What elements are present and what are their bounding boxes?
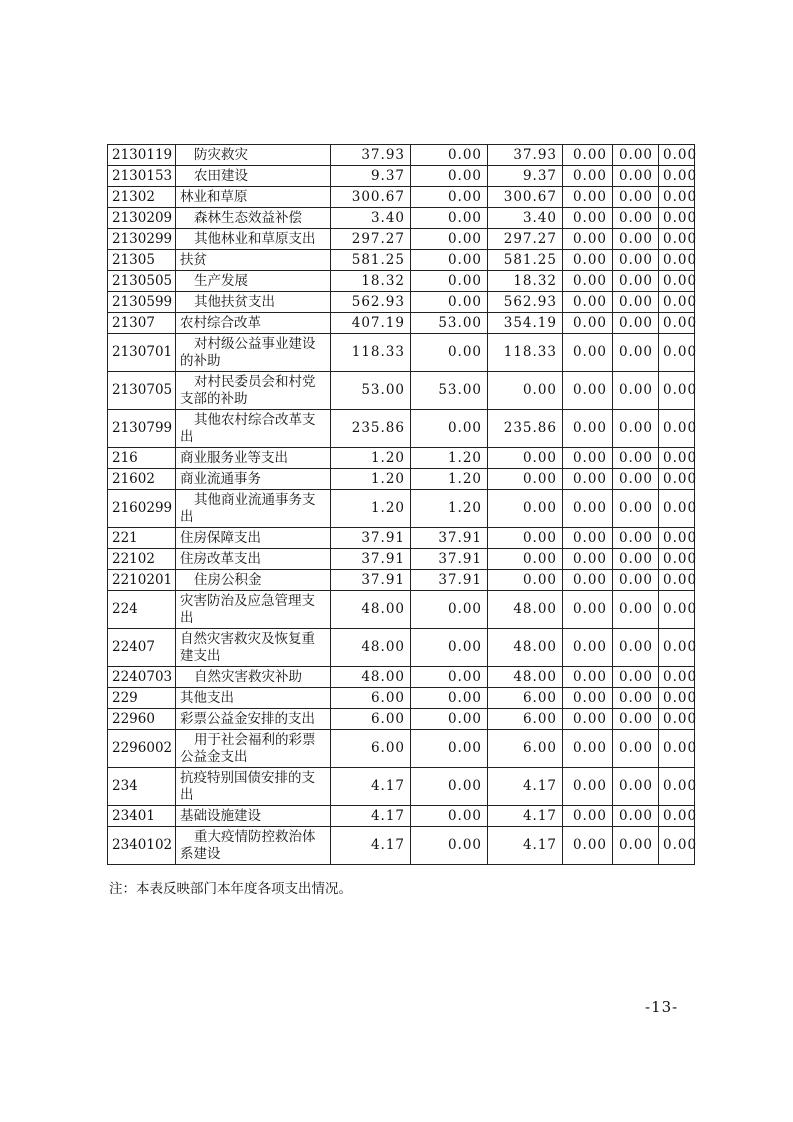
cell-col6: 0.00 — [659, 250, 695, 271]
table-row — [108, 827, 695, 865]
cell-project: 9.37 — [488, 166, 563, 187]
cell-col5: 0.00 — [613, 806, 659, 827]
cell-col4: 0.00 — [563, 490, 613, 528]
table-row — [108, 334, 695, 372]
cell-col4: 0.00 — [563, 208, 613, 229]
table-row — [108, 730, 695, 768]
cell-code: 2130299 — [108, 229, 176, 250]
cell-project: 0.00 — [488, 549, 563, 570]
cell-col4: 0.00 — [563, 768, 613, 806]
cell-basic: 37.91 — [411, 549, 488, 570]
cell-project: 0.00 — [488, 570, 563, 591]
cell-total: 581.25 — [331, 250, 411, 271]
cell-name: 灾害防治及应急管理支出 — [176, 591, 331, 629]
cell-col4: 0.00 — [563, 591, 613, 629]
cell-col6: 0.00 — [659, 372, 695, 410]
cell-name: 其他扶贫支出 — [176, 292, 331, 313]
cell-project: 581.25 — [488, 250, 563, 271]
cell-col6: 0.00 — [659, 229, 695, 250]
cell-code: 2130599 — [108, 292, 176, 313]
cell-project: 18.32 — [488, 271, 563, 292]
cell-total: 4.17 — [331, 827, 411, 865]
cell-col6: 0.00 — [659, 709, 695, 730]
cell-total: 6.00 — [331, 688, 411, 709]
cell-col5: 0.00 — [613, 208, 659, 229]
cell-basic: 0.00 — [411, 250, 488, 271]
cell-code: 2130799 — [108, 410, 176, 448]
expenditure-table-wrapper — [107, 144, 698, 865]
cell-project: 6.00 — [488, 730, 563, 768]
cell-project: 6.00 — [488, 688, 563, 709]
page-number: -13- — [645, 998, 679, 1016]
cell-code: 2130153 — [108, 166, 176, 187]
cell-basic: 0.00 — [411, 166, 488, 187]
cell-basic: 0.00 — [411, 271, 488, 292]
cell-col4: 0.00 — [563, 334, 613, 372]
cell-col5: 0.00 — [613, 166, 659, 187]
cell-total: 48.00 — [331, 667, 411, 688]
cell-name: 住房保障支出 — [176, 528, 331, 549]
cell-name: 农田建设 — [176, 166, 331, 187]
cell-total: 6.00 — [331, 730, 411, 768]
cell-col6: 0.00 — [659, 806, 695, 827]
cell-code: 2210201 — [108, 570, 176, 591]
cell-total: 1.20 — [331, 490, 411, 528]
cell-name: 彩票公益金安排的支出 — [176, 709, 331, 730]
cell-col6: 0.00 — [659, 591, 695, 629]
cell-project: 0.00 — [488, 528, 563, 549]
cell-code: 2130505 — [108, 271, 176, 292]
table-row — [108, 667, 695, 688]
cell-col4: 0.00 — [563, 570, 613, 591]
cell-name: 农村综合改革 — [176, 313, 331, 334]
cell-col5: 0.00 — [613, 570, 659, 591]
cell-name: 其他农村综合改革支出 — [176, 410, 331, 448]
table-row — [108, 145, 695, 166]
cell-name: 住房公积金 — [176, 570, 331, 591]
cell-col5: 0.00 — [613, 730, 659, 768]
cell-col4: 0.00 — [563, 469, 613, 490]
cell-col5: 0.00 — [613, 292, 659, 313]
cell-basic: 0.00 — [411, 208, 488, 229]
cell-col4: 0.00 — [563, 549, 613, 570]
cell-total: 235.86 — [331, 410, 411, 448]
cell-col6: 0.00 — [659, 528, 695, 549]
cell-project: 300.67 — [488, 187, 563, 208]
cell-code: 21302 — [108, 187, 176, 208]
cell-col4: 0.00 — [563, 827, 613, 865]
cell-col5: 0.00 — [613, 688, 659, 709]
cell-col5: 0.00 — [613, 629, 659, 667]
cell-col6: 0.00 — [659, 208, 695, 229]
cell-total: 37.91 — [331, 528, 411, 549]
cell-name: 生产发展 — [176, 271, 331, 292]
cell-basic: 1.20 — [411, 490, 488, 528]
cell-project: 48.00 — [488, 667, 563, 688]
table-row — [108, 570, 695, 591]
cell-code: 22102 — [108, 549, 176, 570]
cell-code: 234 — [108, 768, 176, 806]
table-row — [108, 229, 695, 250]
cell-code: 23401 — [108, 806, 176, 827]
table-row — [108, 208, 695, 229]
table-row — [108, 271, 695, 292]
cell-basic: 0.00 — [411, 410, 488, 448]
expenditure-table — [107, 144, 698, 865]
table-row — [108, 313, 695, 334]
table-row — [108, 768, 695, 806]
cell-col5: 0.00 — [613, 490, 659, 528]
cell-basic: 0.00 — [411, 688, 488, 709]
cell-code: 22407 — [108, 629, 176, 667]
cell-name: 住房改革支出 — [176, 549, 331, 570]
cell-col4: 0.00 — [563, 250, 613, 271]
cell-name: 其他支出 — [176, 688, 331, 709]
cell-col4: 0.00 — [563, 313, 613, 334]
cell-name: 自然灾害救灾补助 — [176, 667, 331, 688]
table-row — [108, 250, 695, 271]
cell-col6: 0.00 — [659, 187, 695, 208]
cell-col6: 0.00 — [659, 292, 695, 313]
table-row — [108, 490, 695, 528]
cell-col5: 0.00 — [613, 469, 659, 490]
table-row — [108, 629, 695, 667]
cell-total: 297.27 — [331, 229, 411, 250]
cell-col6: 0.00 — [659, 667, 695, 688]
cell-project: 3.40 — [488, 208, 563, 229]
cell-name: 商业流通事务 — [176, 469, 331, 490]
cell-code: 2130705 — [108, 372, 176, 410]
cell-code: 2160299 — [108, 490, 176, 528]
cell-col6: 0.00 — [659, 730, 695, 768]
cell-name: 对村民委员会和村党支部的补助 — [176, 372, 331, 410]
table-body — [108, 145, 698, 865]
cell-total: 4.17 — [331, 806, 411, 827]
cell-col6: 0.00 — [659, 166, 695, 187]
cell-col5: 0.00 — [613, 591, 659, 629]
table-row — [108, 549, 695, 570]
cell-col6: 0.00 — [659, 827, 695, 865]
table-row — [108, 448, 695, 469]
cell-basic: 37.91 — [411, 570, 488, 591]
cell-basic: 0.00 — [411, 768, 488, 806]
table-row — [108, 372, 695, 410]
cell-name: 森林生态效益补偿 — [176, 208, 331, 229]
table-row — [108, 166, 695, 187]
cell-total: 37.91 — [331, 549, 411, 570]
cell-col5: 0.00 — [613, 410, 659, 448]
cell-name: 防灾救灾 — [176, 145, 331, 166]
cell-col6: 0.00 — [659, 334, 695, 372]
cell-basic: 0.00 — [411, 827, 488, 865]
cell-total: 48.00 — [331, 629, 411, 667]
cell-col4: 0.00 — [563, 187, 613, 208]
cell-col5: 0.00 — [613, 250, 659, 271]
cell-col4: 0.00 — [563, 229, 613, 250]
cell-project: 235.86 — [488, 410, 563, 448]
cell-total: 9.37 — [331, 166, 411, 187]
table-row — [108, 292, 695, 313]
cell-project: 297.27 — [488, 229, 563, 250]
cell-code: 21602 — [108, 469, 176, 490]
cell-project: 48.00 — [488, 591, 563, 629]
cell-col6: 0.00 — [659, 145, 695, 166]
cell-name: 抗疫特别国债安排的支出 — [176, 768, 331, 806]
cell-name: 其他商业流通事务支出 — [176, 490, 331, 528]
cell-basic: 53.00 — [411, 372, 488, 410]
cell-basic: 0.00 — [411, 292, 488, 313]
cell-project: 0.00 — [488, 469, 563, 490]
cell-col4: 0.00 — [563, 271, 613, 292]
cell-col6: 0.00 — [659, 768, 695, 806]
cell-col6: 0.00 — [659, 271, 695, 292]
cell-col5: 0.00 — [613, 709, 659, 730]
cell-col4: 0.00 — [563, 629, 613, 667]
table-row — [108, 410, 695, 448]
cell-col4: 0.00 — [563, 730, 613, 768]
cell-code: 21307 — [108, 313, 176, 334]
cell-name: 扶贫 — [176, 250, 331, 271]
cell-code: 224 — [108, 591, 176, 629]
cell-code: 2130701 — [108, 334, 176, 372]
cell-basic: 1.20 — [411, 448, 488, 469]
cell-col4: 0.00 — [563, 166, 613, 187]
cell-basic: 37.91 — [411, 528, 488, 549]
table-row — [108, 806, 695, 827]
cell-code: 2130209 — [108, 208, 176, 229]
cell-basic: 0.00 — [411, 730, 488, 768]
table-row — [108, 591, 695, 629]
cell-basic: 0.00 — [411, 187, 488, 208]
cell-col5: 0.00 — [613, 448, 659, 469]
cell-code: 221 — [108, 528, 176, 549]
cell-total: 53.00 — [331, 372, 411, 410]
cell-name: 林业和草原 — [176, 187, 331, 208]
cell-name: 商业服务业等支出 — [176, 448, 331, 469]
cell-code: 22960 — [108, 709, 176, 730]
cell-code: 216 — [108, 448, 176, 469]
cell-total: 48.00 — [331, 591, 411, 629]
cell-basic: 0.00 — [411, 229, 488, 250]
cell-col4: 0.00 — [563, 145, 613, 166]
cell-basic: 0.00 — [411, 667, 488, 688]
cell-col5: 0.00 — [613, 187, 659, 208]
cell-col5: 0.00 — [613, 334, 659, 372]
cell-total: 300.67 — [331, 187, 411, 208]
table-row — [108, 528, 695, 549]
cell-project: 48.00 — [488, 629, 563, 667]
cell-name: 其他林业和草原支出 — [176, 229, 331, 250]
cell-total: 118.33 — [331, 334, 411, 372]
cell-col6: 0.00 — [659, 629, 695, 667]
cell-basic: 0.00 — [411, 334, 488, 372]
table-row — [108, 688, 695, 709]
cell-basic: 0.00 — [411, 709, 488, 730]
cell-col4: 0.00 — [563, 448, 613, 469]
cell-total: 3.40 — [331, 208, 411, 229]
cell-col4: 0.00 — [563, 372, 613, 410]
cell-name: 重大疫情防控救治体系建设 — [176, 827, 331, 865]
table-row — [108, 709, 695, 730]
table-note: 注：本表反映部门本年度各项支出情况。 — [109, 881, 352, 897]
cell-basic: 1.20 — [411, 469, 488, 490]
cell-code: 2130119 — [108, 145, 176, 166]
cell-total: 37.91 — [331, 570, 411, 591]
cell-col5: 0.00 — [613, 313, 659, 334]
cell-project: 0.00 — [488, 448, 563, 469]
cell-col5: 0.00 — [613, 145, 659, 166]
cell-name: 用于社会福利的彩票公益金支出 — [176, 730, 331, 768]
cell-col6: 0.00 — [659, 313, 695, 334]
cell-code: 21305 — [108, 250, 176, 271]
cell-col6: 0.00 — [659, 448, 695, 469]
cell-col6: 0.00 — [659, 410, 695, 448]
cell-col5: 0.00 — [613, 271, 659, 292]
cell-col5: 0.00 — [613, 827, 659, 865]
cell-total: 1.20 — [331, 469, 411, 490]
cell-total: 4.17 — [331, 768, 411, 806]
cell-total: 562.93 — [331, 292, 411, 313]
cell-code: 2240703 — [108, 667, 176, 688]
cell-total: 37.93 — [331, 145, 411, 166]
cell-col4: 0.00 — [563, 667, 613, 688]
cell-project: 37.93 — [488, 145, 563, 166]
cell-col4: 0.00 — [563, 709, 613, 730]
cell-col5: 0.00 — [613, 549, 659, 570]
cell-code: 2340102 — [108, 827, 176, 865]
cell-col6: 0.00 — [659, 549, 695, 570]
cell-name: 基础设施建设 — [176, 806, 331, 827]
table-row — [108, 469, 695, 490]
cell-name: 自然灾害救灾及恢复重建支出 — [176, 629, 331, 667]
cell-col6: 0.00 — [659, 490, 695, 528]
cell-name: 对村级公益事业建设的补助 — [176, 334, 331, 372]
cell-col4: 0.00 — [563, 410, 613, 448]
cell-basic: 0.00 — [411, 629, 488, 667]
cell-project: 6.00 — [488, 709, 563, 730]
cell-col4: 0.00 — [563, 688, 613, 709]
cell-project: 0.00 — [488, 490, 563, 528]
cell-project: 0.00 — [488, 372, 563, 410]
cell-project: 4.17 — [488, 768, 563, 806]
cell-basic: 0.00 — [411, 591, 488, 629]
cell-col4: 0.00 — [563, 292, 613, 313]
cell-code: 229 — [108, 688, 176, 709]
table-row — [108, 187, 695, 208]
cell-col5: 0.00 — [613, 372, 659, 410]
cell-total: 6.00 — [331, 709, 411, 730]
cell-col6: 0.00 — [659, 688, 695, 709]
cell-project: 4.17 — [488, 827, 563, 865]
cell-total: 18.32 — [331, 271, 411, 292]
cell-basic: 0.00 — [411, 145, 488, 166]
cell-col5: 0.00 — [613, 229, 659, 250]
cell-project: 354.19 — [488, 313, 563, 334]
cell-col4: 0.00 — [563, 806, 613, 827]
cell-col6: 0.00 — [659, 469, 695, 490]
cell-project: 4.17 — [488, 806, 563, 827]
cell-col6: 0.00 — [659, 570, 695, 591]
cell-code: 2296002 — [108, 730, 176, 768]
cell-col5: 0.00 — [613, 768, 659, 806]
cell-basic: 0.00 — [411, 806, 488, 827]
cell-col4: 0.00 — [563, 528, 613, 549]
cell-basic: 53.00 — [411, 313, 488, 334]
cell-project: 118.33 — [488, 334, 563, 372]
cell-total: 407.19 — [331, 313, 411, 334]
cell-project: 562.93 — [488, 292, 563, 313]
cell-col5: 0.00 — [613, 528, 659, 549]
cell-total: 1.20 — [331, 448, 411, 469]
cell-col5: 0.00 — [613, 667, 659, 688]
